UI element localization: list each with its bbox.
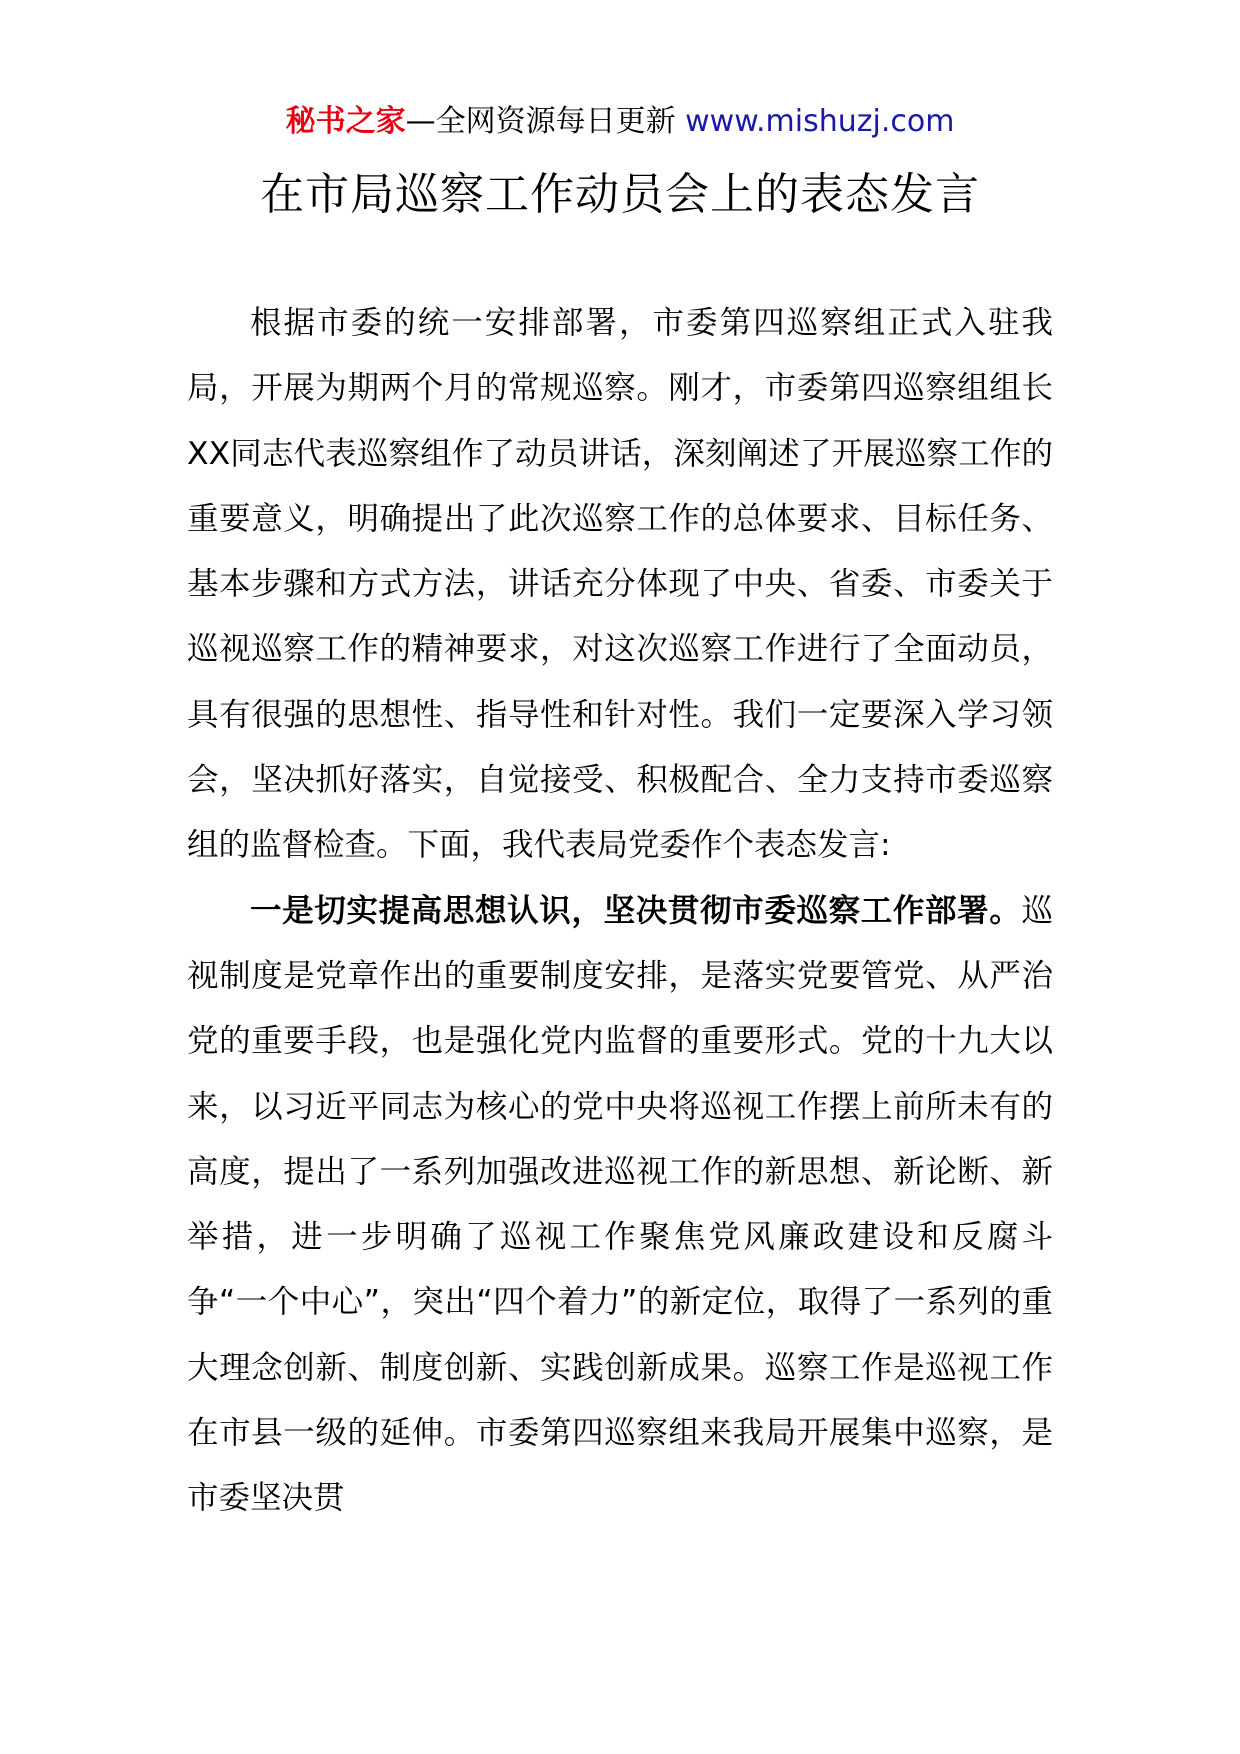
paragraph-text: 根据市委的统一安排部署，市委第四巡察组正式入驻我局，开展为期两个月的常规巡察。刚才，市委第四巡察组组长XX同志代表巡察组作了动员讲话，深刻阐述了开展巡察工作的重要意义，明确提出了此次巡察工作的总体要求、目标任务、基本步骤和方式方法，讲话充分体现了中央、省委、市委关于巡视巡察工作的精神要求，对这次巡察工作进行了全面动员，具有很强的思想性、指导性和针对性。我们一定要深入学习领会，坚决抓好落实，自觉接受、积极配合、全力支持市委巡察组的监督检查。下面，我代表局党委作个表态发言: xyxy=(187,305,1053,864)
paragraph-intro xyxy=(187,291,1053,879)
paragraph-point-one xyxy=(187,879,1053,1532)
site-header xyxy=(0,98,1240,146)
document-body xyxy=(187,291,1053,1532)
paragraph-lead: 一是切实提高思想认识，坚决贯彻市委巡察工作部署。 xyxy=(250,892,1022,929)
site-tagline: —全网资源每日更新 xyxy=(405,104,686,139)
document-title: 在市局巡察工作动员会上的表态发言 xyxy=(260,169,980,220)
site-brand: 秘书之家 xyxy=(285,104,406,139)
paragraph-text: 巡视制度是党章作出的重要制度安排，是落实党要管党、从严治党的重要手段，也是强化党内监督的重要形式。党的十九大以来，以习近平同志为核心的党中央将巡视工作摆上前所未有的高度，提出了一系列加强改进巡视工作的新思想、新论断、新举措，进一步明确了巡视工作聚焦党风廉政建设和反腐斗争“一个中心”，突出“四个着力”的新定位，取得了一系列的重大理念创新、制度创新、实践创新成果。巡察工作是巡视工作在市县一级的延伸。市委第四巡察组来我局开展集中巡察，是市委坚决贯 xyxy=(187,892,1053,1517)
site-url-link[interactable]: www.mishuzj.com xyxy=(685,104,955,139)
